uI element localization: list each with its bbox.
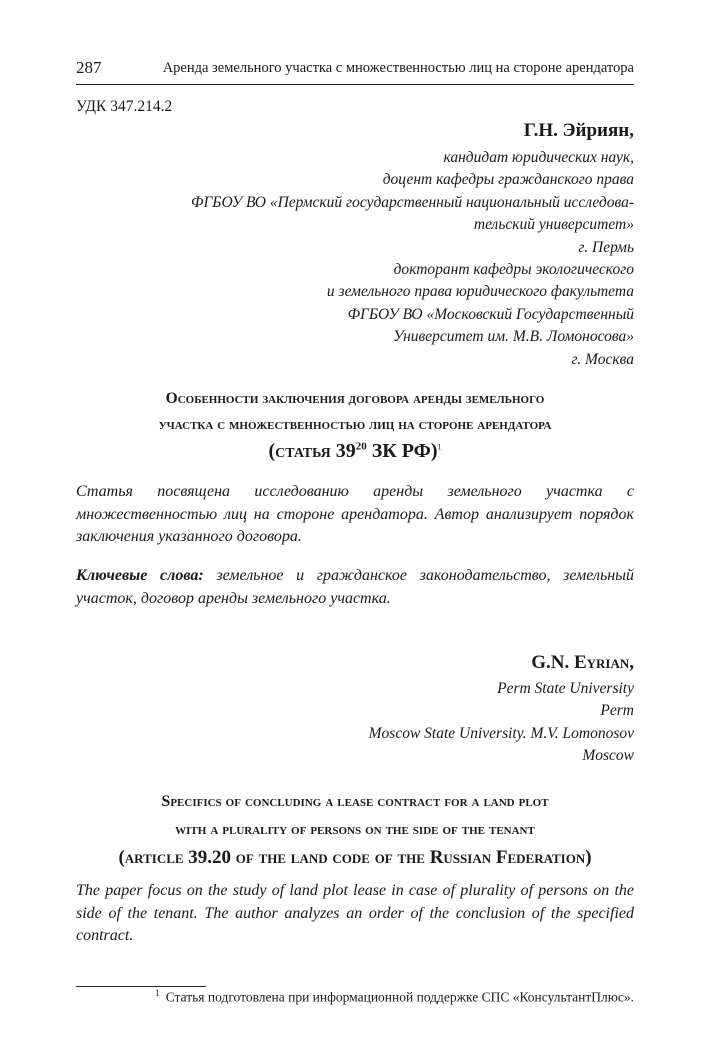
affiliation-line: ФГБОУ ВО «Московский Государственный: [347, 305, 634, 323]
affiliation-line: г. Пермь: [578, 238, 634, 256]
affiliation-line: ФГБОУ ВО «Пермский государственный национальный исследова-: [191, 193, 634, 211]
page-header: [76, 58, 634, 85]
footnote-mark: 1: [155, 988, 160, 998]
affiliation-line: Moscow: [582, 747, 634, 765]
author-affiliation-en: [369, 678, 634, 768]
page-number: 287: [76, 58, 102, 77]
affiliation-line: Университет им. М.В. Ломоносова»: [393, 328, 634, 346]
title-line: участка с множественностью лиц на стороне арендатора: [158, 416, 552, 433]
footnote-divider: [76, 986, 206, 987]
article-title-en: [76, 788, 634, 872]
article-title-ru: [76, 386, 634, 464]
title-line: Specifics of concluding a lease contract for a land plot: [161, 793, 549, 810]
abstract-en: The paper focus on the study of land plot lease in case of plurality of persons on the side of the tenant. The author analyzes an order of the conclusion of the specified contract.: [76, 882, 634, 944]
affiliation-line: г. Москва: [571, 350, 634, 368]
title-line3-post: ЗК РФ): [366, 440, 438, 462]
title-line: [76, 438, 634, 464]
author-affiliation-ru: [76, 147, 634, 371]
affiliation-line: и земельного права юридического факультета: [326, 283, 634, 301]
udk-code: УДК 347.214.2: [76, 98, 173, 115]
footnote-reference[interactable]: 1: [437, 442, 442, 452]
footnote: [76, 988, 634, 1006]
affiliation-line: доцент кафедры гражданского права: [382, 171, 634, 189]
author-name-ru: Г.Н. Эйриян,: [523, 120, 634, 141]
title-line: (article 39.20 of the land code of the Russian Federation): [118, 847, 592, 868]
affiliation-line: Moscow State University. M.V. Lomonosov: [368, 724, 634, 742]
title-line: Особенности заключения договора аренды земельного: [165, 390, 545, 407]
affiliation-line: тельский университет»: [473, 216, 634, 234]
footnote-text: Статья подготовлена при информационной поддержке СПС «КонсультантПлюс».: [165, 989, 634, 1005]
author-name-en: G.N. Eyrian,: [531, 652, 634, 673]
running-title: Аренда земельного участка с множественностью лиц на стороне арендатора: [162, 60, 634, 76]
article-superscript: 20: [355, 440, 367, 453]
affiliation-line: Perm State University: [497, 680, 634, 697]
title-line3-pre: (статья 39: [268, 440, 356, 462]
abstract-ru: Статья посвящена исследованию аренды земельного участка с множественностью лиц на стороне арендатора. Автор анализирует порядок заключения указанного договора.: [76, 483, 634, 545]
affiliation-line: кандидат юридических наук,: [443, 149, 634, 166]
keywords-text: земельное и гражданское законодательство, земельный участок, договор аренды земельного участка.: [76, 567, 635, 607]
affiliation-line: докторант кафедры экологического: [393, 261, 634, 279]
keywords-label: Ключевые слова:: [76, 567, 204, 584]
affiliation-line: Perm: [600, 702, 634, 720]
title-line: with a plurality of persons on the side of the tenant: [175, 821, 535, 838]
keywords-ru: [76, 565, 634, 610]
paper-page: [76, 0, 634, 1064]
